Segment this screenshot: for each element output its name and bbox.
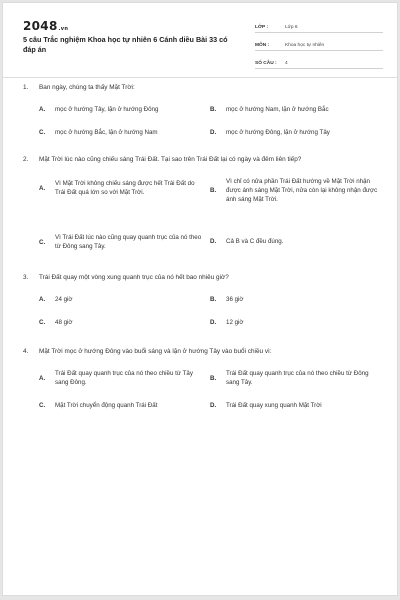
- header-divider: [3, 77, 397, 78]
- question-2-prompt: [23, 155, 379, 164]
- question-3-number: 3.: [23, 274, 29, 281]
- option-letter: A.: [39, 184, 46, 192]
- option-letter: A.: [39, 296, 46, 303]
- question-3-option-c[interactable]: [39, 318, 204, 327]
- site-logo[interactable]: [23, 19, 68, 33]
- option-text: Trái Đất quay quanh trục của nó theo chiều từ Đông sang Tây.: [226, 370, 369, 386]
- question-4-option-c[interactable]: [39, 401, 204, 410]
- question-4-option-b[interactable]: [210, 369, 380, 387]
- meta-subject-value: Khoa học tự nhiên: [285, 43, 325, 48]
- question-3-prompt: [23, 273, 379, 282]
- option-letter: D.: [210, 402, 217, 409]
- question-4: [23, 347, 379, 409]
- meta-subject-row: [255, 37, 383, 51]
- option-letter: D.: [210, 319, 217, 326]
- question-4-text: Mặt Trời mọc ở hướng Đông vào buổi sáng và lặn ở hướng Tây vào buổi chiều vì:: [39, 348, 272, 355]
- meta-count-row: [255, 55, 383, 69]
- option-letter: B.: [210, 374, 217, 382]
- question-4-number: 4.: [23, 348, 29, 355]
- option-letter: D.: [210, 129, 217, 136]
- option-text: mọc ở hướng Nam, lặn ở hướng Bắc: [226, 106, 329, 113]
- meta-count-value: 4: [285, 61, 288, 66]
- option-letter: B.: [210, 296, 217, 303]
- meta-class-value: Lớp 6: [285, 25, 298, 30]
- question-2: [23, 155, 379, 250]
- question-2-option-a[interactable]: [39, 179, 204, 197]
- question-1-option-d[interactable]: [210, 128, 380, 137]
- question-2-option-b[interactable]: [210, 177, 380, 204]
- question-1-number: 1.: [23, 84, 29, 91]
- document-page: [2, 2, 398, 596]
- meta-subject-label: MÔN :: [255, 43, 270, 48]
- logo-suffix: .vn: [58, 26, 69, 32]
- option-text: 24 giờ: [55, 296, 73, 303]
- meta-class-label: LỚP :: [255, 25, 269, 30]
- question-4-option-d[interactable]: [210, 401, 380, 410]
- question-1-option-b[interactable]: [210, 105, 380, 114]
- question-3-option-d[interactable]: [210, 318, 380, 327]
- question-3-option-b[interactable]: [210, 295, 380, 304]
- meta-class-row: [255, 19, 383, 33]
- question-3-option-a[interactable]: [39, 295, 204, 304]
- question-3: [23, 273, 379, 326]
- question-3-text: Trái Đất quay một vòng xung quanh trục của nó hết bao nhiêu giờ?: [39, 274, 229, 281]
- document-title: 5 câu Trắc nghiệm Khoa học tự nhiên 6 Cánh diều Bài 33 có đáp án: [23, 35, 228, 54]
- option-text: mọc ở hướng Bắc, lặn ở hướng Nam: [55, 129, 158, 136]
- option-letter: D.: [210, 238, 217, 245]
- question-2-option-c[interactable]: [39, 233, 204, 251]
- option-text: Cả B và C đều đúng.: [226, 238, 284, 245]
- question-2-option-d[interactable]: [210, 237, 380, 246]
- option-text: Vì Trái Đất lúc nào cũng quay quanh trục của nó theo từ Đông sang Tây.: [55, 234, 202, 250]
- option-text: mọc ở hướng Tây, lặn ở hướng Đông: [55, 106, 159, 113]
- option-text: Trái Đất quay xung quanh Mặt Trời: [226, 402, 322, 409]
- option-text: 12 giờ: [226, 319, 244, 326]
- document-header: [23, 19, 377, 71]
- question-1-option-a[interactable]: [39, 105, 204, 114]
- question-1-prompt: [23, 83, 379, 92]
- option-letter: C.: [39, 238, 46, 246]
- option-text: 36 giờ: [226, 296, 244, 303]
- option-text: 48 giờ: [55, 319, 73, 326]
- option-text: Vì Mặt Trời không chiếu sáng được hết Trái Đất do Trái Đất quá lớn so với Mặt Trời.: [55, 180, 195, 196]
- question-1: [23, 83, 379, 136]
- meta-count-label: SỐ CÂU :: [255, 61, 277, 66]
- option-text: Mặt Trời chuyển động quanh Trái Đất: [55, 402, 158, 409]
- document-meta: [255, 19, 383, 73]
- option-letter: C.: [39, 129, 46, 136]
- option-text: Trái Đất quay quanh trục của nó theo chiều từ Tây sang Đông.: [55, 370, 193, 386]
- option-letter: A.: [39, 106, 46, 113]
- option-text: mọc ở hướng Đông, lặn ở hướng Tây: [226, 129, 330, 136]
- question-2-number: 2.: [23, 156, 29, 163]
- option-text: Vì chỉ có nửa phần Trái Đất hướng về Mặt Trời nhận được ánh sáng Mặt Trời, nửa còn lại không nhận được ánh sáng Mặt Trời.: [226, 178, 378, 203]
- option-letter: B.: [210, 106, 217, 113]
- option-letter: A.: [39, 374, 46, 382]
- question-2-text: Mặt Trời lúc nào cũng chiếu sáng Trái Đất. Tại sao trên Trái Đất lại có ngày và đêm liên tiếp?: [39, 156, 302, 163]
- question-1-option-c[interactable]: [39, 128, 204, 137]
- logo-text: 2048: [23, 19, 58, 33]
- option-letter: C.: [39, 319, 46, 326]
- question-4-prompt: [23, 347, 379, 356]
- question-4-option-a[interactable]: [39, 369, 204, 387]
- question-1-text: Ban ngày, chúng ta thấy Mặt Trời:: [39, 84, 135, 91]
- option-letter: C.: [39, 402, 46, 409]
- option-letter: B.: [210, 187, 217, 194]
